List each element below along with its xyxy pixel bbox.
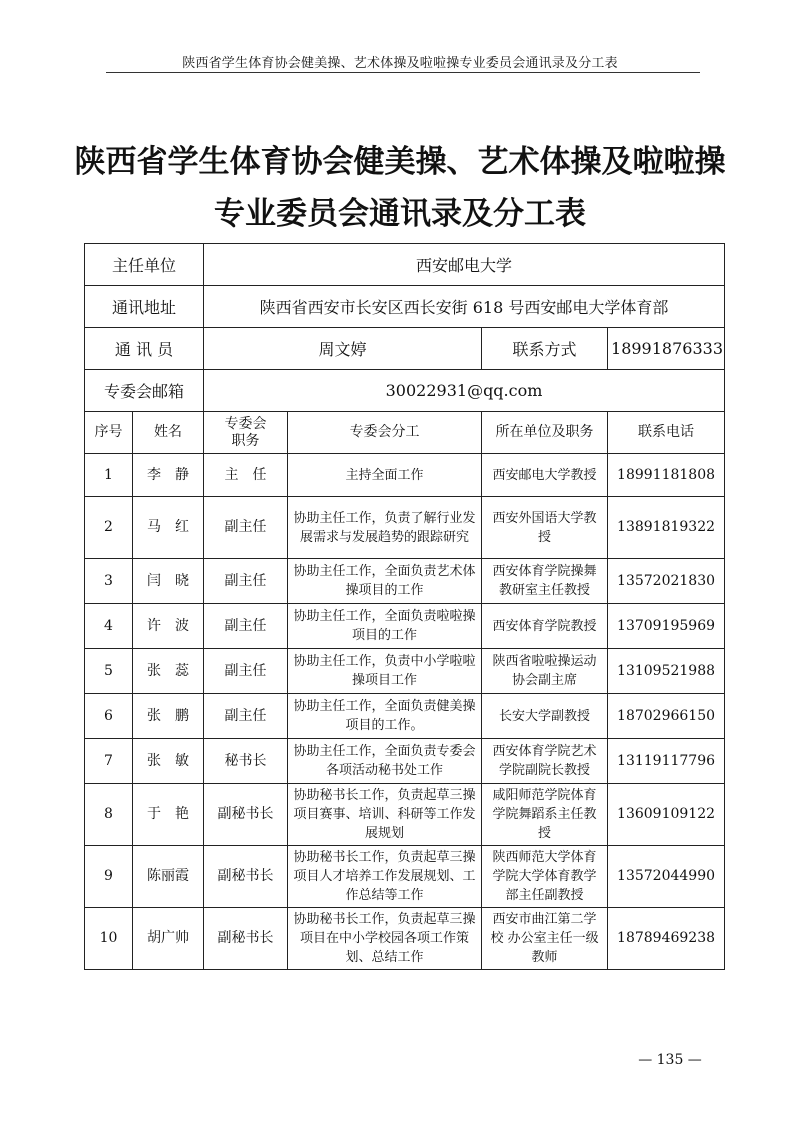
email-value: 30022931@qq.com	[204, 370, 725, 412]
member-role: 副主任	[204, 604, 288, 649]
member-phone: 13572021830	[608, 559, 725, 604]
member-no: 2	[85, 497, 133, 559]
member-no: 1	[85, 454, 133, 497]
member-duty: 协助秘书长工作，负责起草三操项目赛事、培训、科研等工作发展规划	[288, 784, 482, 846]
member-role: 副秘书长	[204, 846, 288, 908]
column-header-row	[85, 412, 725, 454]
member-duty: 协助主任工作，全面负责专委会各项活动秘书处工作	[288, 739, 482, 784]
running-header: 陕西省学生体育协会健美操、艺术体操及啦啦操专业委员会通讯录及分工表	[182, 56, 618, 71]
table-row	[85, 604, 725, 649]
member-no: 7	[85, 739, 133, 784]
table-row	[85, 559, 725, 604]
member-role: 副主任	[204, 694, 288, 739]
member-no: 9	[85, 846, 133, 908]
member-name: 张 敏	[133, 739, 204, 784]
address-value: 陕西省西安市长安区西长安街 618 号西安邮电大学体育部	[204, 286, 725, 328]
member-name: 李 静	[133, 454, 204, 497]
table-row	[85, 739, 725, 784]
member-duty: 协助主任工作，负责了解行业发展需求与发展趋势的跟踪研究	[288, 497, 482, 559]
contact-value: 18991876333	[608, 328, 725, 370]
member-unit: 长安大学副教授	[482, 694, 608, 739]
info-row-address	[85, 286, 725, 328]
member-phone: 18991181808	[608, 454, 725, 497]
column-header-no: 序号	[85, 412, 133, 454]
member-unit: 西安体育学院操舞教研室主任教授	[482, 559, 608, 604]
member-unit: 西安体育学院艺术学院副院长教授	[482, 739, 608, 784]
unit-label: 主任单位	[85, 244, 204, 286]
table-row	[85, 784, 725, 846]
member-unit: 西安外国语大学教授	[482, 497, 608, 559]
directory-table	[84, 243, 725, 970]
header-rule	[106, 72, 700, 73]
info-row-correspondent	[85, 328, 725, 370]
info-row-unit	[85, 244, 725, 286]
member-no: 8	[85, 784, 133, 846]
correspondent-label: 通 讯 员	[85, 328, 204, 370]
correspondent-value: 周文婷	[204, 328, 482, 370]
column-header-phone: 联系电话	[608, 412, 725, 454]
address-label: 通讯地址	[85, 286, 204, 328]
member-unit: 咸阳师范学院体育学院舞蹈系主任教授	[482, 784, 608, 846]
page-number: — 135 —	[638, 1052, 702, 1068]
member-role: 副秘书长	[204, 784, 288, 846]
member-role: 副主任	[204, 649, 288, 694]
title-line-2: 专业委员会通讯录及分工表	[214, 196, 586, 232]
member-role: 秘书长	[204, 739, 288, 784]
member-name: 闫 晓	[133, 559, 204, 604]
column-header-unit: 所在单位及职务	[482, 412, 608, 454]
member-name: 于 艳	[133, 784, 204, 846]
contact-label: 联系方式	[482, 328, 608, 370]
member-role: 副主任	[204, 497, 288, 559]
member-no: 5	[85, 649, 133, 694]
member-unit: 西安邮电大学教授	[482, 454, 608, 497]
member-role: 主 任	[204, 454, 288, 497]
member-name: 陈丽霞	[133, 846, 204, 908]
member-phone: 18702966150	[608, 694, 725, 739]
column-header-name: 姓名	[133, 412, 204, 454]
member-duty: 协助秘书长工作，负责起草三操项目人才培养工作发展规划、工作总结等工作	[288, 846, 482, 908]
member-phone: 13119117796	[608, 739, 725, 784]
member-duty: 协助主任工作，全面负责健美操项目的工作。	[288, 694, 482, 739]
member-phone: 18789469238	[608, 908, 725, 970]
title-line-1: 陕西省学生体育协会健美操、艺术体操及啦啦操	[74, 144, 726, 180]
member-duty: 协助主任工作，全面负责啦啦操项目的工作	[288, 604, 482, 649]
table-row	[85, 846, 725, 908]
column-header-role: 专委会职务	[204, 412, 288, 454]
member-role: 副秘书长	[204, 908, 288, 970]
member-no: 10	[85, 908, 133, 970]
info-row-email	[85, 370, 725, 412]
member-no: 4	[85, 604, 133, 649]
member-name: 马 红	[133, 497, 204, 559]
member-duty: 协助主任工作，负责中小学啦啦操项目工作	[288, 649, 482, 694]
column-header-duty: 专委会分工	[288, 412, 482, 454]
unit-value: 西安邮电大学	[204, 244, 725, 286]
email-label: 专委会邮箱	[85, 370, 204, 412]
member-phone: 13109521988	[608, 649, 725, 694]
table-row	[85, 454, 725, 497]
member-no: 3	[85, 559, 133, 604]
member-name: 张 鹏	[133, 694, 204, 739]
table-row	[85, 649, 725, 694]
member-phone: 13609109122	[608, 784, 725, 846]
member-role: 副主任	[204, 559, 288, 604]
member-no: 6	[85, 694, 133, 739]
member-name: 张 蕊	[133, 649, 204, 694]
document-title	[0, 136, 800, 240]
member-unit: 陕西师范大学体育学院大学体育教学部主任副教授	[482, 846, 608, 908]
member-duty: 协助主任工作，全面负责艺术体操项目的工作	[288, 559, 482, 604]
member-phone: 13891819322	[608, 497, 725, 559]
member-name: 许 波	[133, 604, 204, 649]
member-phone: 13709195969	[608, 604, 725, 649]
member-unit: 西安体育学院教授	[482, 604, 608, 649]
table-row	[85, 908, 725, 970]
member-duty: 主持全面工作	[288, 454, 482, 497]
table-row	[85, 694, 725, 739]
member-phone: 13572044990	[608, 846, 725, 908]
member-unit: 陕西省啦啦操运动协会副主席	[482, 649, 608, 694]
member-unit: 西安市曲江第二学校 办公室主任一级教师	[482, 908, 608, 970]
table-row	[85, 497, 725, 559]
member-name: 胡广帅	[133, 908, 204, 970]
member-duty: 协助秘书长工作，负责起草三操项目在中小学校园各项工作策划、总结工作	[288, 908, 482, 970]
